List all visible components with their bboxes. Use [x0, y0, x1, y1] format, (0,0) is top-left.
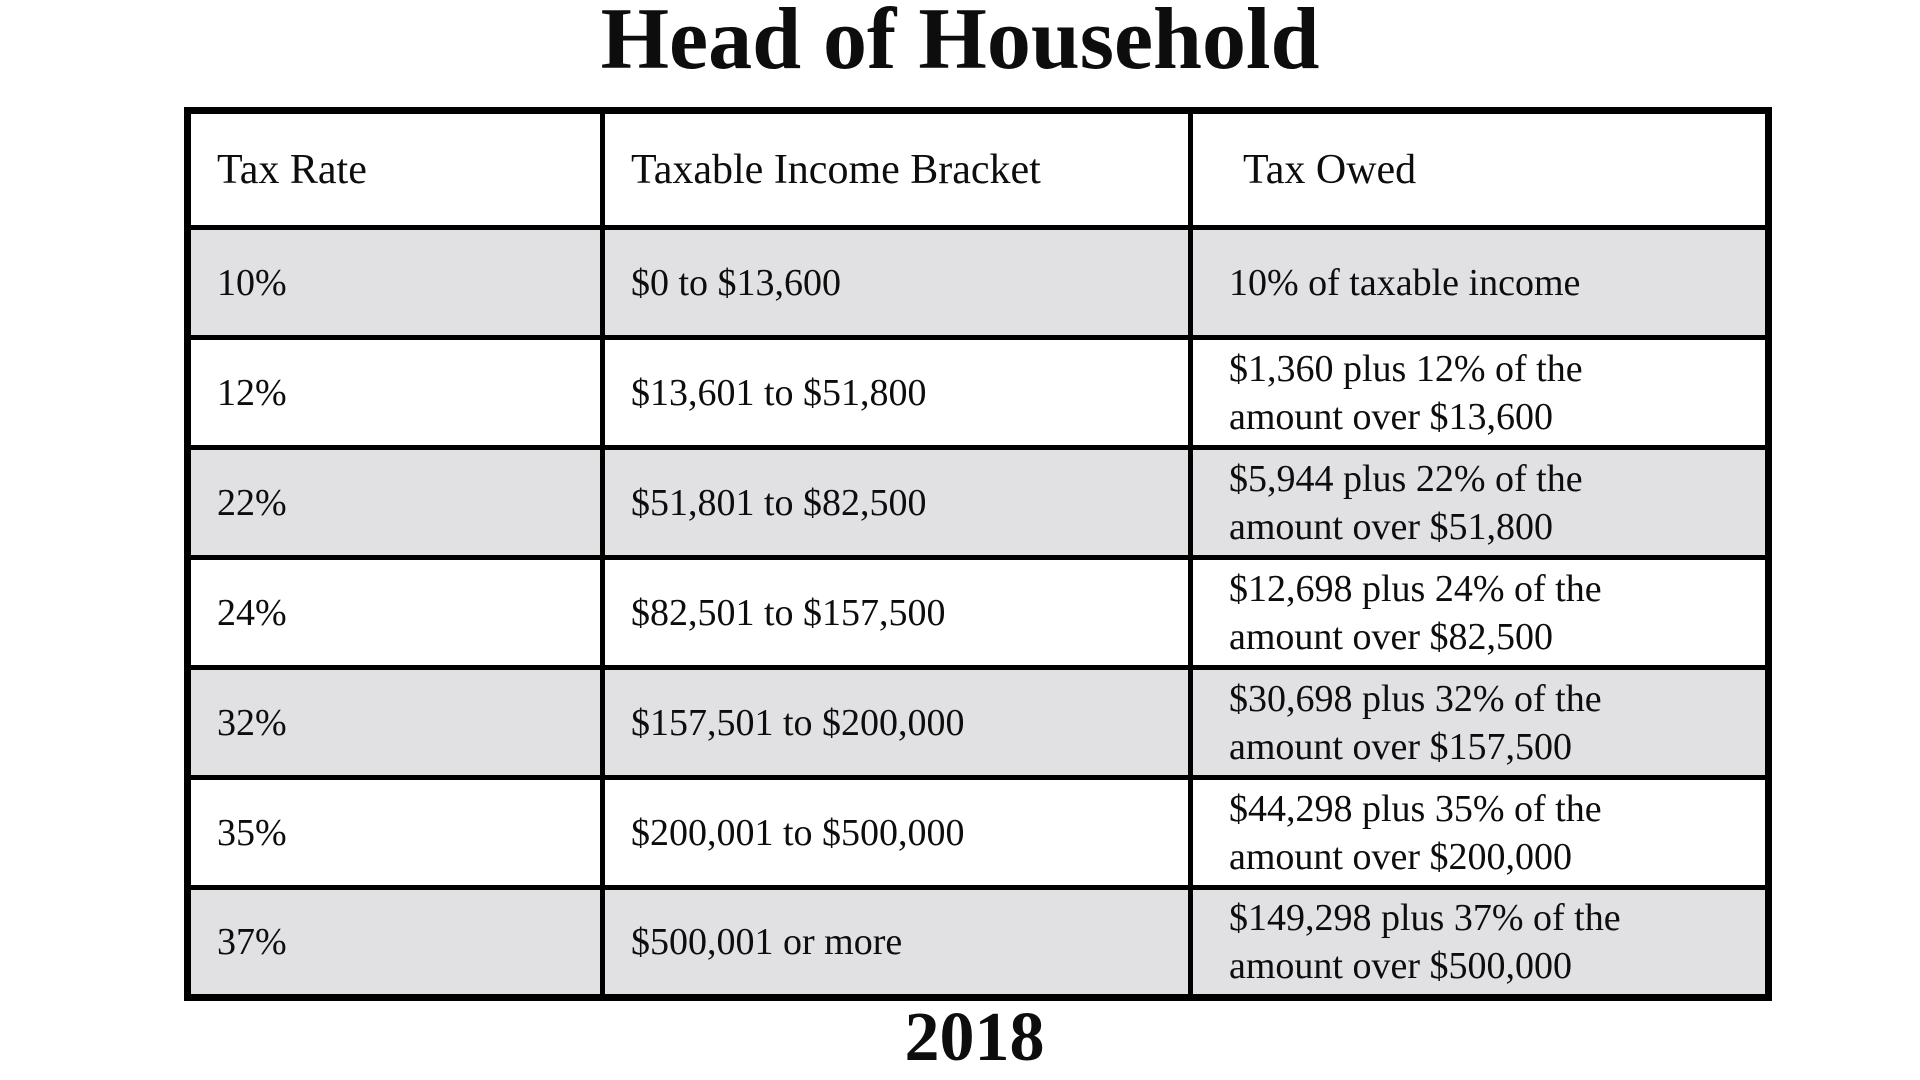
tax-rate-cell: 22% — [188, 448, 603, 558]
table-row — [188, 448, 1769, 558]
tax-owed-text-line1: $30,698 plus 32% of the — [1229, 677, 1602, 720]
tax-owed-cell — [1191, 448, 1769, 558]
tax-owed-text-line2: amount over $500,000 — [1229, 945, 1573, 987]
page-title: Head of Household — [600, 0, 1320, 88]
table-row — [188, 338, 1769, 448]
table-row — [188, 888, 1769, 998]
tax-owed-text-line1: $149,298 plus 37% of the — [1229, 897, 1621, 939]
tax-rate-cell: 24% — [188, 558, 603, 668]
table-row — [188, 778, 1769, 888]
table-row — [188, 668, 1769, 778]
tax-rate-cell: 37% — [188, 888, 603, 998]
tax-owed-text-line2: amount over $82,500 — [1229, 615, 1554, 658]
tax-owed-text-line1: $44,298 plus 35% of the — [1229, 787, 1602, 830]
tax-owed-cell — [1191, 668, 1769, 778]
income-bracket-cell: $500,001 or more — [603, 888, 1191, 998]
column-header-tax-rate: Tax Rate — [188, 111, 603, 228]
income-bracket-cell: $0 to $13,600 — [603, 228, 1191, 338]
tax-owed-cell — [1191, 778, 1769, 888]
tax-owed-text-line2: amount over $51,800 — [1229, 505, 1554, 548]
tax-owed-cell — [1191, 228, 1769, 338]
tax-owed-cell — [1191, 558, 1769, 668]
column-header-taxable-income-bracket: Taxable Income Bracket — [603, 111, 1191, 228]
year-label: 2018 — [904, 999, 1045, 1076]
income-bracket-cell: $200,001 to $500,000 — [603, 778, 1191, 888]
tax-rate-cell: 35% — [188, 778, 603, 888]
tax-owed-text: 10% of taxable income — [1229, 261, 1581, 304]
tax-owed-cell — [1191, 888, 1769, 998]
tax-rate-cell: 10% — [188, 228, 603, 338]
income-bracket-cell: $157,501 to $200,000 — [603, 668, 1191, 778]
income-bracket-cell: $82,501 to $157,500 — [603, 558, 1191, 668]
tax-owed-text-line2: amount over $200,000 — [1229, 835, 1573, 878]
income-bracket-cell: $51,801 to $82,500 — [603, 448, 1191, 558]
table-row — [188, 558, 1769, 668]
tax-owed-text-line1: $5,944 plus 22% of the — [1229, 457, 1583, 500]
tax-rate-cell: 12% — [188, 338, 603, 448]
tax-owed-text-line1: $12,698 plus 24% of the — [1229, 567, 1602, 610]
tax-rate-cell: 32% — [188, 668, 603, 778]
tax-owed-text-line1: $1,360 plus 12% of the — [1229, 347, 1583, 390]
header-row — [188, 111, 1769, 228]
income-bracket-cell: $13,601 to $51,800 — [603, 338, 1191, 448]
column-header-tax-owed: Tax Owed — [1191, 111, 1769, 228]
tax-owed-text-line2: amount over $13,600 — [1229, 395, 1554, 438]
tax-owed-cell — [1191, 338, 1769, 448]
tax-owed-text-line2: amount over $157,500 — [1229, 725, 1573, 768]
table-row — [188, 228, 1769, 338]
tax-bracket-table — [184, 107, 1772, 1001]
